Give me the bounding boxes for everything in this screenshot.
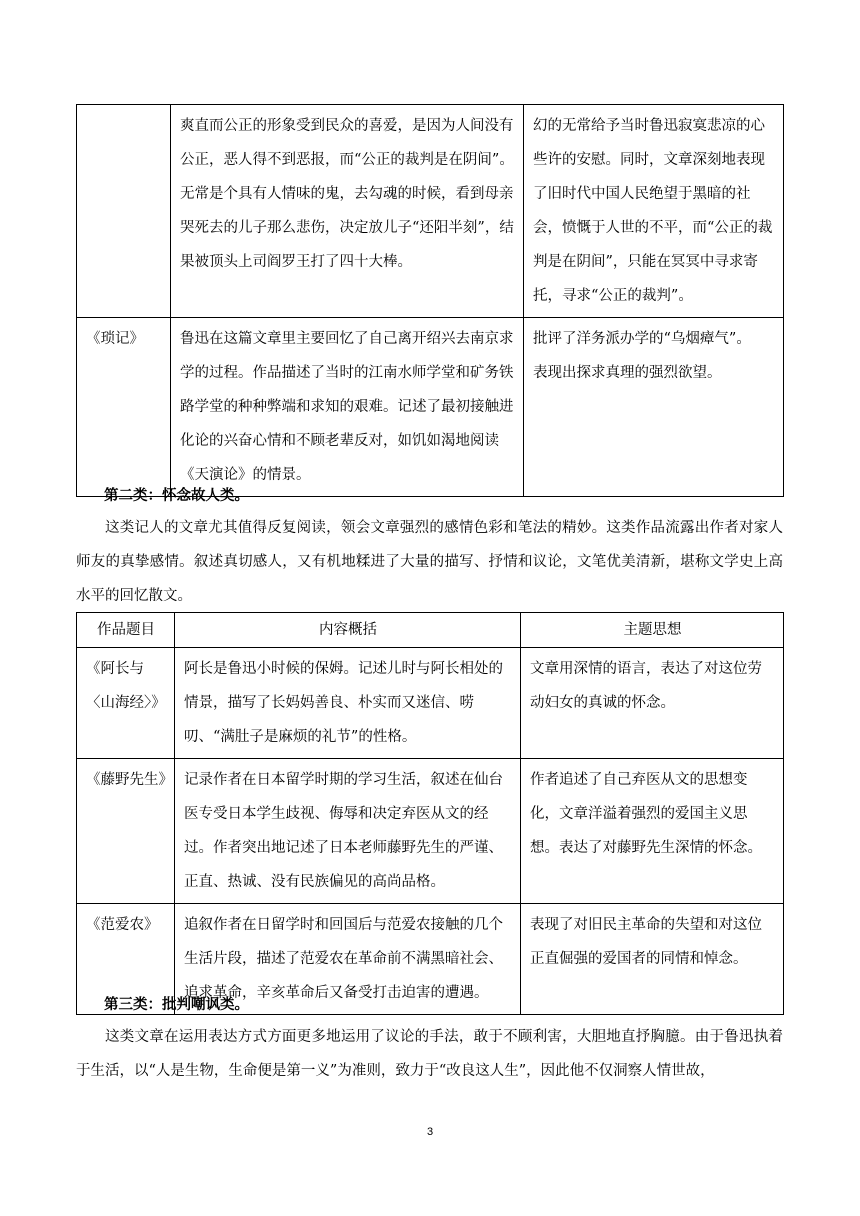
table-row [77, 759, 784, 904]
table-row [77, 318, 784, 497]
section-paragraph: 这类记人的文章尤其值得反复阅读，领会文章强烈的感情色彩和笔法的精妙。这类作品流露出作者对家人师友的真挚感情。叙述真切感人，又有机地糅进了大量的描写、抒情和议论，文笔优美清新，堪称文学史上高水平的回忆散文。 [76, 520, 783, 604]
content-summary-cell: 追叙作者在日留学时和回国后与范爱农接触的几个生活片段，描述了范爱农在革命前不满黑暗社会、追求革命，辛亥革命后又备受打击迫害的遭遇。 [175, 904, 521, 1015]
page-number: 3 [426, 1126, 434, 1138]
theme-line: 表现出探求真理的强烈欲望。 [533, 365, 722, 381]
content-summary-cell: 阿长是鲁迅小时候的保姆。记述儿时与阿长相处的情景，描写了长妈妈善良、朴实而又迷信、唠叨、“满肚子是麻烦的礼节”的性格。 [175, 648, 521, 759]
theme-cell: 幻的无常给予当时鲁迅寂寞悲凉的心些许的安慰。同时，文章深刻地表现了旧时代中国人民绝望于黑暗的社会，愤慨于人世的不平，而“公正的裁判是在阴间”，只能在冥冥中寻求寄托，寻求“公正的裁判”。 [524, 105, 784, 318]
content-summary-cell: 记录作者在日本留学时期的学习生活，叙述在仙台医专受日本学生歧视、侮辱和决定弃医从文的经过。作者突出地记述了日本老师藤野先生的严谨、正直、热诚、没有民族偏见的高尚品格。 [175, 759, 521, 904]
work-title-cell: 《范爱农》 [77, 904, 175, 1015]
content-summary-cell: 鲁迅在这篇文章里主要回忆了自己离开绍兴去南京求学的过程。作品描述了当时的江南水师学堂和矿务铁路学堂的种种弊端和求知的艰难。记述了最初接触进化论的兴奋心情和不顾老辈反对，如饥如渴地阅读《天演论》的情景。 [171, 318, 524, 497]
content-summary-cell: 爽直而公正的形象受到民众的喜爱，是因为人间没有公正，恶人得不到恶报，而“公正的裁判是在阴间”。无常是个具有人情味的鬼，去勾魂的时候，看到母亲哭死去的儿子那么悲伤，决定放儿子“还阳半刻”，结果被顶头上司阎罗王打了四十大棒。 [171, 105, 524, 318]
column-header: 内容概括 [175, 613, 521, 648]
section-heading: 第三类：批判嘲讽类。 [104, 997, 249, 1013]
theme-cell [524, 318, 784, 497]
table-row [77, 648, 784, 759]
works-table-continued [76, 104, 784, 497]
table-row [77, 105, 784, 318]
theme-line: 批评了洋务派办学的“乌烟瘴气”。 [533, 331, 751, 347]
works-table [76, 612, 784, 1015]
work-title-cell: 《琐记》 [77, 318, 171, 497]
theme-cell: 作者追述了自己弃医从文的思想变化，文章洋溢着强烈的爱国主义思想。表达了对藤野先生深情的怀念。 [521, 759, 784, 904]
column-header: 主题思想 [521, 613, 784, 648]
table-header-row [77, 613, 784, 648]
work-title-cell: 《藤野先生》 [77, 759, 175, 904]
work-title-cell [77, 105, 171, 318]
theme-cell: 表现了对旧民主革命的失望和对这位正直倔强的爱国者的同情和悼念。 [521, 904, 784, 1015]
work-title-cell: 《阿长与〈山海经〉》 [77, 648, 175, 759]
theme-cell: 文章用深情的语言，表达了对这位劳动妇女的真诚的怀念。 [521, 648, 784, 759]
column-header: 作品题目 [77, 613, 175, 648]
section-heading: 第二类：怀念故人类。 [104, 488, 249, 504]
section-paragraph: 这类文章在运用表达方式方面更多地运用了议论的手法，敢于不顾利害，大胆地直抒胸臆。由于鲁迅执着于生活，以“人是生物，生命便是第一义”为准则，致力于“改良这人生”，因此他不仅洞察人情世故， [76, 1029, 783, 1079]
